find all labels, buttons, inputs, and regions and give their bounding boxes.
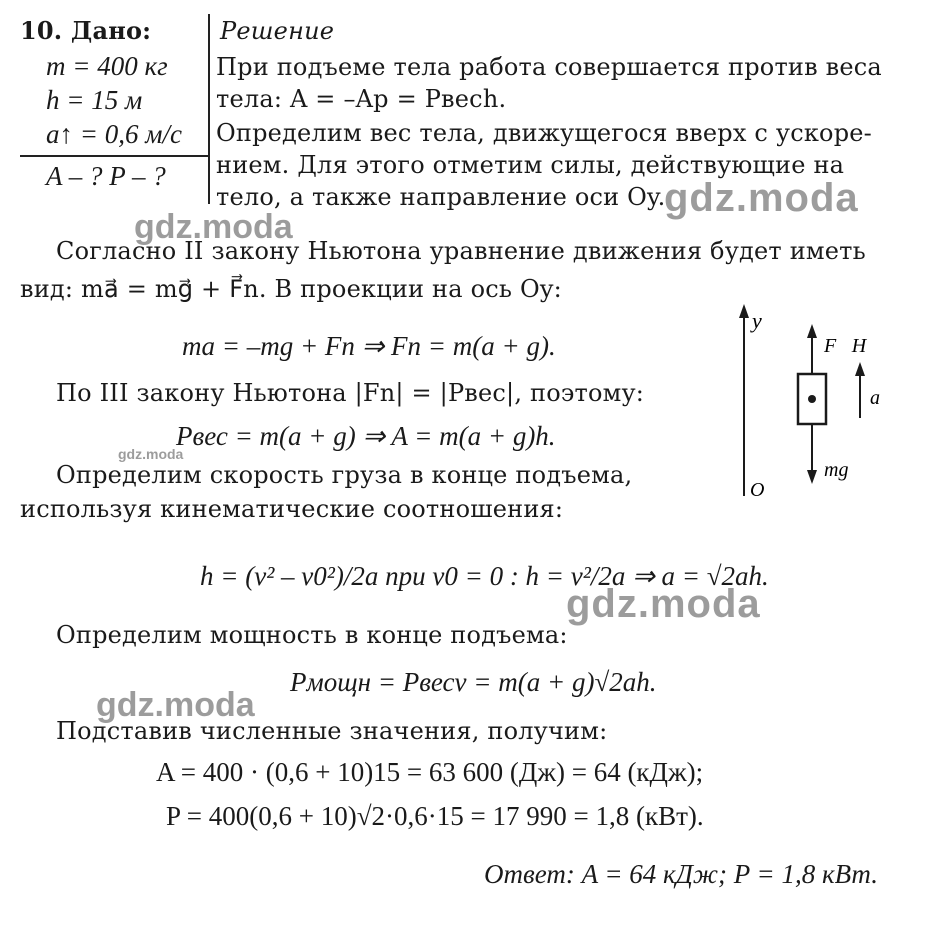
solution-line-5: тело, а также направление оси Oy. [216,183,666,211]
force-normal-label: F⃗H [824,335,867,357]
y-axis-arrow-icon [739,304,749,318]
paragraph-newton-3: По III закону Ньютона |Fn| = |Pвес|, поэтому: [56,379,645,407]
given-mass: m = 400 кг [46,51,168,81]
answer: Ответ: A = 64 кДж; P = 1,8 кВт. [484,859,878,889]
watermark-logo: gdz.moda [566,582,761,626]
paragraph-power: Определим мощность в конце подъема: [56,621,568,649]
force-diagram [720,300,910,510]
y-axis-label: y [752,308,762,333]
equation-kinematics: h = (v² – v0²)/2a при v0 = 0 : h = v²/2a ⇒ a = √2ah. [200,561,769,591]
watermark-logo: gdz.moda [134,208,293,246]
equation-work-value: A = 400 · (0,6 + 10)15 = 63 600 (Дж) = 64 (кДж); [156,757,704,787]
paragraph-numerical: Подставив численные значения, получим: [56,717,608,745]
given-acceleration: a↑ = 0,6 м/с [46,119,182,149]
weight-label: mg⃗ [824,459,864,481]
given-separator [208,14,210,204]
watermark-logo: gdz.moda [664,176,859,220]
paragraph-newton-2-line-2: вид: ma⃗ = mg⃗ + F⃗n. В проекции на ось Oy: [20,275,562,303]
acceleration-arrow-icon [855,362,865,376]
given-header: 10. Дано: [20,16,152,45]
solution-line-2: тела: A = –Ap = Pвесh. [216,85,507,113]
paragraph-velocity-line-1: Определим скорость груза в конце подъема, [56,461,633,489]
solution-line-4: нием. Для этого отметим силы, действующие на [216,151,845,179]
solution-header: Решение [220,17,335,45]
force-normal-arrow-icon [807,324,817,338]
paragraph-newton-2-line-1: Согласно II закону Ньютона уравнение движения будет иметь [56,237,866,265]
given-height: h = 15 м [46,85,143,115]
equation-power-value: P = 400(0,6 + 10)√2·0,6·15 = 17 990 = 1,8 (кВт). [166,801,704,831]
equation-weight-work: Pвес = m(a + g) ⇒ A = m(a + g)h. [176,421,556,451]
given-find: A – ? P – ? [46,161,166,191]
given-divider [20,155,208,157]
paragraph-velocity-line-2: используя кинематические соотношения: [20,495,564,523]
body-center [808,395,816,403]
watermark-logo: gdz.moda [96,686,255,724]
acceleration-label: a⃗ [870,387,896,409]
solution-line-3: Определим вес тела, движущегося вверх с ускоре- [216,119,872,147]
origin-label: O [750,479,765,501]
equation-power: Pмощн = Pвесv = m(a + g)√2ah. [290,667,657,697]
weight-arrow-icon [807,470,817,484]
solution-line-1: При подъеме тела работа совершается против веса [216,53,882,81]
watermark-logo: gdz.moda [118,446,184,462]
equation-motion-projection: ma = –mg + Fn ⇒ Fn = m(a + g). [182,331,556,361]
